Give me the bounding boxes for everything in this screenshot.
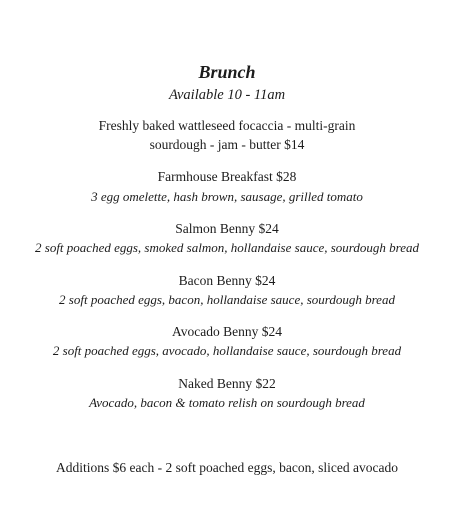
- intro-line-1: Freshly baked wattleseed focaccia - multi-grain: [98, 118, 356, 133]
- additions-note: Additions $6 each - 2 soft poached eggs, bacon, sliced avocado: [56, 460, 398, 475]
- item-description: 2 soft poached eggs, smoked salmon, hollandaise sauce, sourdough bread: [35, 240, 419, 255]
- intro-line-2: sourdough - jam - butter $14: [149, 137, 305, 152]
- item-name: Bacon Benny $24: [178, 273, 276, 288]
- menu-title: Brunch: [198, 62, 256, 82]
- item-description: 3 egg omelette, hash brown, sausage, grilled tomato: [91, 189, 363, 204]
- menu-subtitle: Available 10 - 11am: [168, 87, 286, 103]
- item-description: Avocado, bacon & tomato relish on sourdough bread: [89, 395, 365, 410]
- item-name: Naked Benny $22: [178, 376, 276, 391]
- item-description: 2 soft poached eggs, avocado, hollandaise sauce, sourdough bread: [52, 343, 402, 358]
- item-name: Avocado Benny $24: [172, 324, 282, 339]
- item-name: Farmhouse Breakfast $28: [157, 169, 297, 184]
- item-name: Salmon Benny $24: [175, 221, 279, 236]
- item-description: 2 soft poached eggs, bacon, hollandaise sauce, sourdough bread: [59, 292, 395, 307]
